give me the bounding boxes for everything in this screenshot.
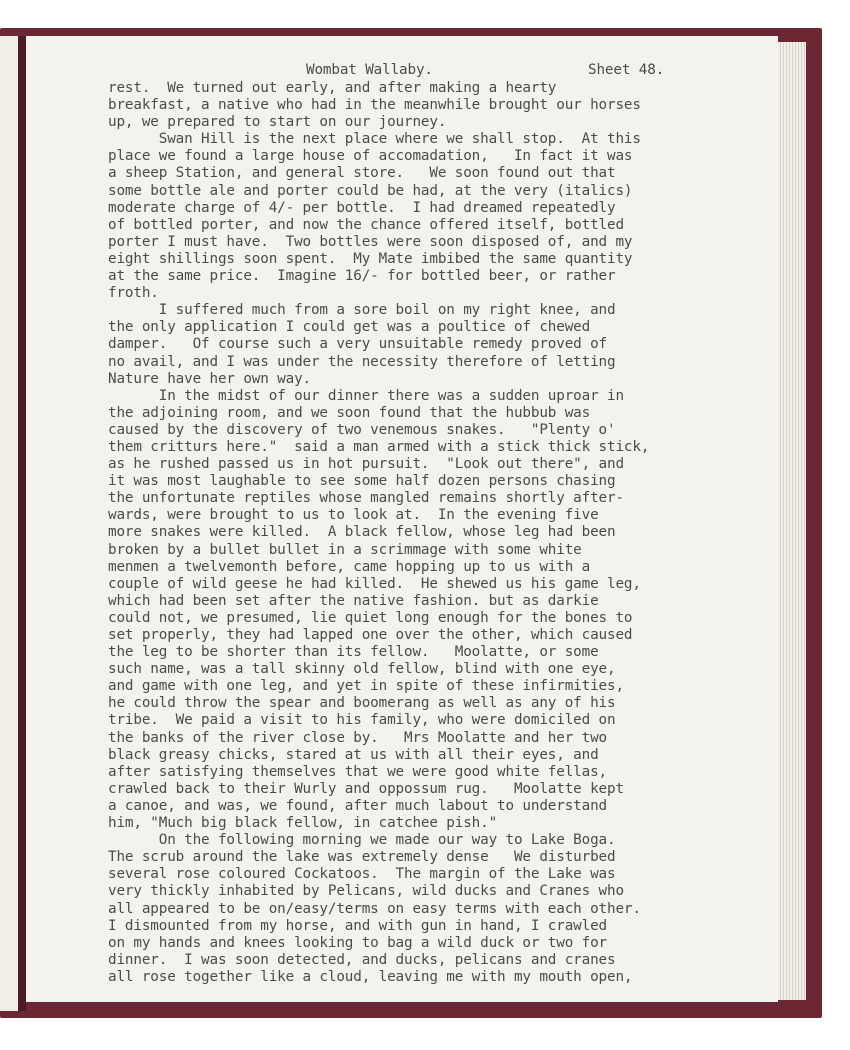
text-line: the leg to be shorter than its fellow. Moolatte, or some — [108, 644, 599, 661]
text-line: which had been set after the native fashion. but as darkie — [108, 592, 599, 609]
text-line: very thickly inhabited by Pelicans, wild ducks and Cranes who — [108, 883, 624, 900]
text-line: after satisfying themselves that we were good white fellas, — [108, 763, 607, 780]
page-header — [108, 58, 728, 78]
text-line: several rose coloured Cockatoos. The margin of the Lake was — [108, 866, 616, 883]
document-title: Wombat Wallaby. — [306, 62, 433, 78]
text-line: more snakes were killed. A black fellow, whose leg had been — [108, 524, 616, 541]
text-line: such name, was a tall skinny old fellow, blind with one eye, — [108, 661, 616, 678]
typed-text — [108, 58, 728, 986]
text-line: he could throw the spear and boomerang as well as any of his — [108, 695, 616, 712]
text-line: In the midst of our dinner there was a sudden uproar in — [108, 387, 624, 404]
text-line: some bottle ale and porter could be had, at the very (italics) — [108, 182, 633, 199]
text-line: dinner. I was soon detected, and ducks, pelicans and cranes — [108, 951, 616, 968]
text-line: and game with one leg, and yet in spite of these infirmities, — [108, 678, 624, 695]
text-line: Nature have her own way. — [108, 370, 311, 387]
sheet-number: Sheet 48. — [588, 62, 665, 78]
text-line: eight shillings soon spent. My Mate imbibed the same quantity — [108, 250, 633, 267]
text-line: Swan Hill is the next place where we shall stop. At this — [108, 131, 641, 148]
text-line: it was most laughable to see some half dozen persons chasing — [108, 473, 616, 490]
body-text — [108, 80, 728, 986]
text-line: place we found a large house of accomadation, In fact it was — [108, 148, 633, 165]
text-line: the only application I could get was a poultice of chewed — [108, 319, 591, 336]
text-line: breakfast, a native who had in the meanwhile brought our horses — [108, 97, 641, 114]
text-line: crawled back to their Wurly and oppossum rug. Moolatte kept — [108, 780, 624, 797]
text-line: him, "Much big black fellow, in catchee pish." — [108, 815, 498, 832]
text-line: the unfortunate reptiles whose mangled remains shortly after- — [108, 490, 624, 507]
text-line: I dismounted from my horse, and with gun in hand, I crawled — [108, 917, 607, 934]
text-line: of bottled porter, and now the chance offered itself, bottled — [108, 216, 624, 233]
left-page-edge — [0, 36, 19, 1011]
text-line: could not, we presumed, lie quiet long enough for the bones to — [108, 609, 633, 626]
text-line: set properly, they had lapped one over the other, which caused — [108, 627, 633, 643]
text-line: The scrub around the lake was extremely dense We disturbed — [108, 849, 616, 866]
text-line: On the following morning we made our way to Lake Boga. — [108, 832, 616, 849]
text-line: all appeared to be on/easy/terms on easy terms with each other. — [108, 900, 641, 917]
text-line: at the same price. Imagine 16/- for bottled beer, or rather — [108, 268, 616, 285]
text-line: all rose together like a cloud, leaving me with my mouth open, — [108, 968, 633, 985]
text-line: damper. Of course such a very unsuitable remedy proved of — [108, 336, 607, 353]
text-line: couple of wild geese he had killed. He shewed us his game leg, — [108, 575, 641, 592]
page-edges — [778, 42, 806, 1000]
text-line: them critturs here." said a man armed with a stick thick stick, — [108, 438, 650, 455]
text-line: froth. — [108, 285, 159, 302]
text-line: no avail, and I was under the necessity therefore of letting — [108, 353, 616, 370]
text-line: tribe. We paid a visit to his family, who were domiciled on — [108, 712, 616, 729]
text-line: porter I must have. Two bottles were soon disposed of, and my — [108, 233, 633, 250]
text-line: on my hands and knees looking to bag a wild duck or two for — [108, 934, 607, 951]
text-line: menmen a twelvemonth before, came hopping up to us with a — [108, 558, 591, 575]
text-line: wards, were brought to us to look at. In the evening five — [108, 507, 599, 524]
text-line: the banks of the river close by. Mrs Moolatte and her two — [108, 729, 607, 746]
book-gutter — [18, 36, 26, 1011]
text-line: the adjoining room, and we soon found that the hubbub was — [108, 404, 591, 421]
text-line: rest. We turned out early, and after making a hearty — [108, 80, 557, 96]
text-line: caused by the discovery of two venemous snakes. "Plenty o' — [108, 421, 616, 438]
text-line: up, we prepared to start on our journey. — [108, 114, 447, 131]
text-line: as he rushed passed us in hot pursuit. "Look out there", and — [108, 456, 624, 473]
text-line: I suffered much from a sore boil on my right knee, and — [108, 302, 616, 319]
text-line: broken by a bullet bullet in a scrimmage with some white — [108, 541, 582, 558]
text-line: a sheep Station, and general store. We soon found out that — [108, 165, 616, 182]
text-line: black greasy chicks, stared at us with all their eyes, and — [108, 746, 599, 763]
text-line: moderate charge of 4/- per bottle. I had dreamed repeatedly — [108, 199, 616, 216]
text-line: a canoe, and was, we found, after much labout to understand — [108, 797, 607, 814]
